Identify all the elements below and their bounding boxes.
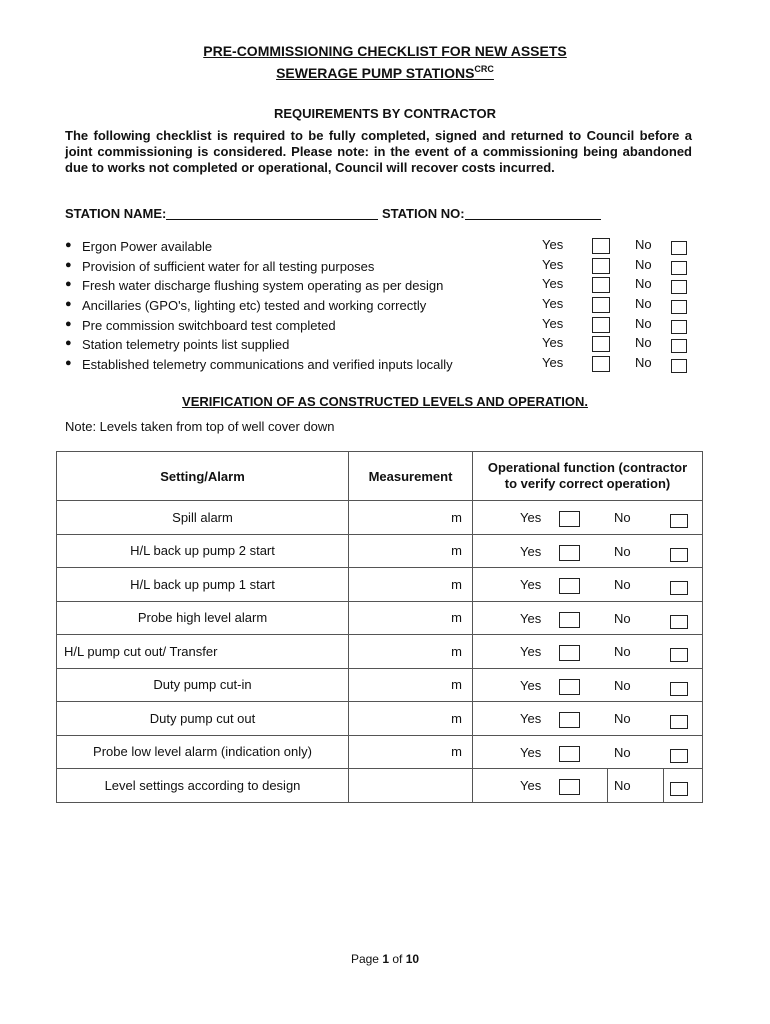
no-label: No xyxy=(635,256,652,272)
setting-cell: Spill alarm xyxy=(57,501,349,535)
yes-checkbox[interactable] xyxy=(592,317,610,333)
title-line-2 xyxy=(0,64,770,81)
header-setting: Setting/Alarm xyxy=(57,452,349,501)
cell-divider xyxy=(607,769,608,802)
station-fields xyxy=(65,206,601,221)
no-checkbox[interactable] xyxy=(670,581,688,595)
setting-cell: Probe high level alarm xyxy=(57,601,349,635)
setting-cell: Level settings according to design xyxy=(57,769,349,803)
no-label: No xyxy=(614,577,631,593)
setting-cell: Duty pump cut-in xyxy=(57,668,349,702)
checklist-item xyxy=(65,276,705,296)
no-label: No xyxy=(614,778,631,794)
yes-label: Yes xyxy=(520,610,542,626)
bullet-icon: ● xyxy=(65,239,72,251)
yes-checkbox[interactable] xyxy=(559,578,580,594)
footer-page-num: 1 xyxy=(382,952,389,966)
measurement-cell[interactable]: m xyxy=(349,635,473,669)
operational-cell xyxy=(473,568,703,602)
operational-cell xyxy=(473,769,703,803)
yes-label: Yes xyxy=(520,510,542,526)
checklist-item-label: Provision of sufficient water for all testing purposes xyxy=(82,258,375,274)
table-row xyxy=(57,668,703,702)
intro-paragraph: The following checklist is required to be fully completed, signed and returned to Council before a joint commissioning is considered. Please note: in the event of a commissioning being abandoned due to works not completed or operational, Council will recover costs incurred. xyxy=(65,128,692,175)
yes-checkbox[interactable] xyxy=(592,336,610,352)
bullet-icon: ● xyxy=(65,357,72,370)
yes-label: Yes xyxy=(542,315,564,331)
table-row xyxy=(57,635,703,669)
no-label: No xyxy=(635,315,652,331)
header-operational: Operational function (contractor to verify correct operation) xyxy=(473,452,703,501)
measurement-cell[interactable]: m xyxy=(349,501,473,535)
no-label: No xyxy=(614,711,631,727)
checklist-item xyxy=(65,257,705,277)
yes-checkbox[interactable] xyxy=(559,746,580,762)
footer-of-word: of xyxy=(392,952,403,966)
yes-label: Yes xyxy=(542,296,564,312)
yes-label: Yes xyxy=(520,543,542,559)
yes-checkbox[interactable] xyxy=(592,238,610,254)
yes-label: Yes xyxy=(542,355,564,371)
no-checkbox[interactable] xyxy=(670,715,688,729)
yes-label: Yes xyxy=(520,577,542,593)
yes-label: Yes xyxy=(520,711,542,727)
yes-label: Yes xyxy=(542,335,564,351)
table-row xyxy=(57,601,703,635)
no-checkbox[interactable] xyxy=(671,280,687,294)
checklist-item xyxy=(65,335,705,355)
title-line-1: PRE-COMMISSIONING CHECKLIST FOR NEW ASSETS xyxy=(203,43,567,59)
checklist-item xyxy=(65,316,705,336)
setting-cell: H/L pump cut out/ Transfer xyxy=(57,635,349,669)
no-checkbox[interactable] xyxy=(670,782,688,796)
table-row xyxy=(57,702,703,736)
no-checkbox[interactable] xyxy=(670,514,688,528)
yes-checkbox[interactable] xyxy=(559,645,580,661)
no-checkbox[interactable] xyxy=(671,300,687,314)
no-checkbox[interactable] xyxy=(670,548,688,562)
yes-checkbox[interactable] xyxy=(592,258,610,274)
bullet-icon: ● xyxy=(65,337,72,350)
title-line-2-text: SEWERAGE PUMP STATIONS xyxy=(276,65,475,81)
no-checkbox[interactable] xyxy=(670,648,688,662)
checklist-item-label: Established telemetry communications and verified inputs locally xyxy=(82,357,453,373)
setting-cell: Duty pump cut out xyxy=(57,702,349,736)
cell-divider xyxy=(663,769,664,802)
page-footer xyxy=(0,952,770,966)
bullet-icon: ● xyxy=(65,317,72,330)
yes-checkbox[interactable] xyxy=(559,511,580,527)
table-row xyxy=(57,568,703,602)
yes-label: Yes xyxy=(520,677,542,693)
table-row xyxy=(57,735,703,769)
no-label: No xyxy=(614,644,631,660)
yes-checkbox[interactable] xyxy=(559,612,580,628)
no-checkbox[interactable] xyxy=(671,359,687,373)
bullet-icon: ● xyxy=(65,278,72,291)
setting-cell: Probe low level alarm (indication only) xyxy=(57,735,349,769)
no-checkbox[interactable] xyxy=(670,615,688,629)
no-label: No xyxy=(614,510,631,526)
requirements-heading: REQUIREMENTS BY CONTRACTOR xyxy=(274,106,496,121)
no-label: No xyxy=(614,610,631,626)
levels-table xyxy=(56,451,703,803)
levels-table-header xyxy=(57,452,703,501)
no-checkbox[interactable] xyxy=(671,320,687,334)
table-row xyxy=(57,501,703,535)
yes-checkbox[interactable] xyxy=(559,545,580,561)
checklist-item xyxy=(65,296,705,316)
operational-cell xyxy=(473,501,703,535)
yes-label: Yes xyxy=(542,276,564,292)
station-name-label: STATION NAME: xyxy=(65,206,167,221)
bullet-icon: ● xyxy=(65,298,72,311)
operational-cell xyxy=(473,668,703,702)
bullet-icon: ● xyxy=(65,258,72,271)
no-checkbox[interactable] xyxy=(671,339,687,353)
title-superscript: CRC xyxy=(474,64,494,74)
measurement-cell[interactable]: m xyxy=(349,568,473,602)
no-label: No xyxy=(635,237,652,252)
yes-checkbox[interactable] xyxy=(592,277,610,293)
operational-cell xyxy=(473,635,703,669)
yes-checkbox[interactable] xyxy=(559,712,580,728)
no-label: No xyxy=(635,355,652,371)
no-checkbox[interactable] xyxy=(671,241,687,255)
setting-cell: H/L back up pump 1 start xyxy=(57,568,349,602)
no-label: No xyxy=(614,677,631,693)
levels-table-body xyxy=(57,501,703,803)
station-no-label: STATION NO: xyxy=(381,206,465,221)
table-row xyxy=(57,769,703,803)
table-row xyxy=(57,534,703,568)
yes-label: Yes xyxy=(520,644,542,660)
checklist-item-label: Ergon Power available xyxy=(82,239,213,254)
yes-checkbox[interactable] xyxy=(592,297,610,313)
requirements-checklist xyxy=(65,237,705,375)
checklist-item xyxy=(65,237,705,257)
yes-checkbox[interactable] xyxy=(559,679,580,695)
yes-label: Yes xyxy=(542,256,564,272)
no-checkbox[interactable] xyxy=(670,682,688,696)
operational-cell xyxy=(473,534,703,568)
footer-total: 10 xyxy=(405,952,420,966)
operational-cell xyxy=(473,601,703,635)
measurement-cell[interactable]: m xyxy=(349,601,473,635)
yes-checkbox[interactable] xyxy=(559,779,580,795)
levels-note: Note: Levels taken from top of well cover down xyxy=(65,419,335,434)
checklist-item-label: Ancillaries (GPO's, lighting etc) tested and working correctly xyxy=(82,298,427,314)
station-name-field[interactable] xyxy=(166,206,378,220)
setting-cell: H/L back up pump 2 start xyxy=(57,534,349,568)
measurement-cell[interactable]: m xyxy=(349,534,473,568)
station-no-field[interactable] xyxy=(465,206,601,220)
measurement-cell[interactable]: m xyxy=(349,668,473,702)
no-label: No xyxy=(635,296,652,312)
operational-cell xyxy=(473,702,703,736)
operational-cell xyxy=(473,735,703,769)
no-label: No xyxy=(635,335,652,351)
measurement-cell[interactable]: m xyxy=(349,702,473,736)
measurement-cell[interactable]: m xyxy=(349,735,473,769)
yes-label: Yes xyxy=(520,778,542,794)
yes-label: Yes xyxy=(542,237,564,252)
no-checkbox[interactable] xyxy=(670,749,688,763)
verification-heading: VERIFICATION OF AS CONSTRUCTED LEVELS AND OPERATION. xyxy=(182,394,588,409)
footer-page-word: Page xyxy=(350,952,379,966)
header-measurement: Measurement xyxy=(349,452,473,501)
checklist-item-label: Fresh water discharge flushing system operating as per design xyxy=(82,278,444,294)
yes-label: Yes xyxy=(520,744,542,760)
no-label: No xyxy=(635,276,652,292)
checklist-item xyxy=(65,355,705,375)
no-label: No xyxy=(614,543,631,559)
measurement-cell[interactable] xyxy=(349,769,473,803)
yes-checkbox[interactable] xyxy=(592,356,610,372)
checklist-item-label: Pre commission switchboard test completed xyxy=(82,317,336,333)
no-checkbox[interactable] xyxy=(671,261,687,275)
checklist-item-label: Station telemetry points list supplied xyxy=(82,337,290,353)
no-label: No xyxy=(614,744,631,760)
